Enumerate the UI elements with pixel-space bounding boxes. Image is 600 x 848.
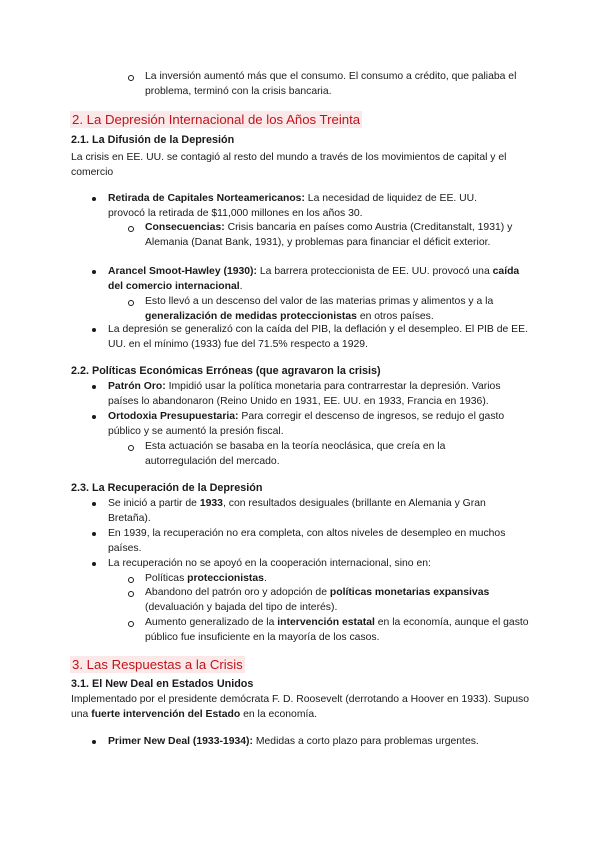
paragraph: Implementado por el presidente demócrata F. D. Roosevelt (derrotando a Hoover en 1933). Supuso una fuerte intervención del Estado en la economía.	[71, 694, 530, 720]
list-item-text: Ortodoxia Presupuestaria: Para corregir el descenso de ingresos, se redujo el gasto público y se aumentó la presión fiscal.	[108, 411, 505, 437]
list-item-text: Aumento generalizado de la intervención estatal en la economía, aunque el gasto público fue insuficiente en la mayoría de los casos.	[145, 617, 529, 643]
paragraph: La crisis en EE. UU. se contagió al resto del mundo a través de los movimientos de capital y el comercio	[71, 152, 507, 178]
list-item-text: Se inició a partir de 1933, con resultados desiguales (brillante en Alemania y Gran Bretaña).	[108, 498, 486, 524]
list-item	[92, 497, 524, 526]
list-item	[128, 440, 478, 469]
bullet-icon	[92, 328, 96, 332]
hollow-bullet-icon	[128, 577, 134, 583]
list-item	[128, 221, 520, 250]
subsection-title: 2.1. La Difusión de la Depresión	[71, 134, 235, 146]
subsection-title: 2.3. La Recuperación de la Depresión	[71, 482, 263, 494]
hollow-bullet-icon	[128, 621, 134, 627]
list-item-text: La recuperación no se apoyó en la cooperación internacional, sino en:	[108, 558, 431, 569]
section-title: 3. Las Respuestas a la Crisis	[72, 657, 243, 672]
hollow-bullet-icon	[128, 300, 134, 306]
list-item-text: Arancel Smoot-Hawley (1930): La barrera proteccionista de EE. UU. provocó una caída del comercio internacional.	[108, 266, 520, 292]
subsection-title: 2.2. Políticas Económicas Erróneas (que agravaron la crisis)	[71, 365, 381, 377]
list-item-text: En 1939, la recuperación no era completa, con altos niveles de desempleo en muchos países.	[108, 528, 506, 554]
list-item	[92, 735, 532, 750]
subsection-title: 3.1. El New Deal en Estados Unidos	[71, 678, 254, 690]
list-item	[128, 295, 528, 324]
hollow-bullet-icon	[128, 226, 134, 232]
list-item-text: Consecuencias: Crisis bancaria en países como Austria (Creditanstalt, 1931) y Alemania (Danat Bank, 1931), y problemas para financiar el déficit exterior.	[145, 222, 513, 248]
hollow-bullet-icon	[128, 445, 134, 451]
list-item	[128, 70, 528, 99]
list-item-text: Patrón Oro: Impidió usar la política monetaria para contrarrestar la depresión. Varios países lo abandonaron (Reino Unido en 1931, EE. UU. en 1933, Francia en 1936).	[108, 381, 501, 407]
list-item	[92, 192, 512, 221]
section-heading	[70, 111, 550, 129]
bullet-icon	[92, 562, 96, 566]
list-item-text: La depresión se generalizó con la caída del PIB, la deflación y el desempleo. El PIB de EE. UU. en el mínimo (1933) fue del 71.5% respecto a 1929.	[108, 324, 528, 350]
bullet-icon	[92, 532, 96, 536]
list-item-text: Abandono del patrón oro y adopción de políticas monetarias expansivas (devaluación y bajada del tipo de interés).	[145, 587, 490, 613]
list-item-text: Esto llevó a un descenso del valor de las materias primas y alimentos y a la generalización de medidas proteccionistas en otros países.	[145, 296, 494, 322]
list-item	[92, 380, 532, 409]
bullet-icon	[92, 385, 96, 389]
bullet-icon	[92, 270, 96, 274]
list-item-text: Primer New Deal (1933-1934): Medidas a corto plazo para problemas urgentes.	[108, 736, 479, 747]
list-item-text: La inversión aumentó más que el consumo. El consumo a crédito, que paliaba el problema, terminó con la crisis bancaria.	[145, 71, 517, 97]
list-item	[92, 527, 518, 556]
bullet-icon	[92, 197, 96, 201]
section-title: 2. La Depresión Internacional de los Años Treinta	[72, 112, 361, 127]
list-item	[128, 572, 528, 587]
list-item	[92, 265, 524, 294]
bullet-icon	[92, 740, 96, 744]
list-item-text: Retirada de Capitales Norteamericanos: La necesidad de liquidez de EE. UU. provocó la retirada de $11,000 millones en los años 30.	[108, 193, 478, 219]
list-item	[128, 616, 530, 645]
hollow-bullet-icon	[128, 591, 134, 597]
list-item	[92, 323, 532, 352]
list-item	[92, 410, 516, 439]
list-item	[92, 557, 532, 572]
list-item-text: Esta actuación se basaba en la teoría neoclásica, que creía en la autorregulación del mercado.	[145, 441, 446, 467]
section-heading	[70, 656, 550, 674]
hollow-bullet-icon	[128, 75, 134, 81]
bullet-icon	[92, 502, 96, 506]
list-item	[128, 586, 528, 615]
list-item-text: Políticas proteccionistas.	[145, 573, 267, 584]
bullet-icon	[92, 415, 96, 419]
